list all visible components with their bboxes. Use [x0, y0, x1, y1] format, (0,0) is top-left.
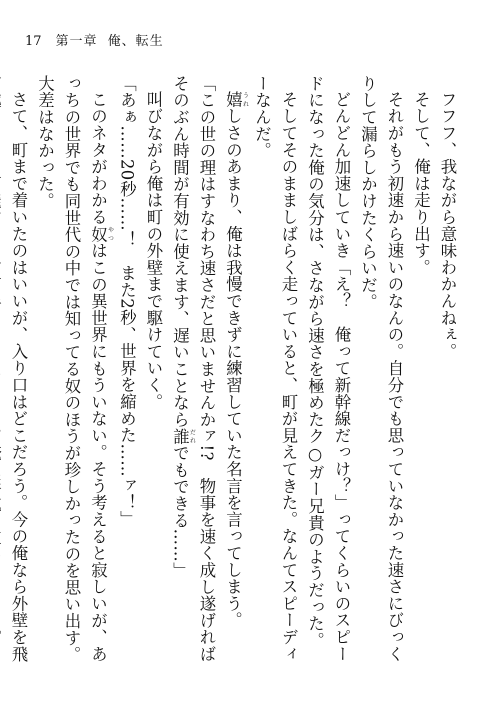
paragraph: それがもう初速から速いのなんの。自分でも思っていなかった速さにびっくりして漏らしかけたくらいだ。	[358, 75, 404, 663]
ruby-reading: やつ	[106, 225, 114, 243]
paragraph: このネタがわかる奴 やつはこの異世界にもういない。そう考えると寂しいが、あっちの世界でも同世代の中では知ってる奴のほうが珍しかったのを思い出す。大差はなかった。	[35, 75, 114, 663]
ruby-reading: だれ	[188, 427, 196, 445]
paragraph: さて、町まで着いたのはいいが、入り口はどこだろう。今の俺なら外壁を飛	[9, 91, 28, 663]
paragraph-with-ruby: 嬉 うれしさのあまり、俺は我慢できずに練習していた名言を言ってしまう。	[223, 91, 249, 630]
novel-body-text	[9, 75, 460, 675]
ruby-reading: うれ	[241, 91, 249, 109]
paragraph: フフフ、我ながら意味わかんねぇ。	[438, 91, 457, 361]
ruby-word: 嬉 うれ	[223, 91, 249, 109]
ruby-word: 誰 だれ	[170, 427, 196, 445]
chapter-label: 第一章	[55, 34, 98, 49]
paragraph: 「この世の理はすなわち速さだと思いませんかァ!? 物事を速く成し遂げればそのぶん時間が有効に使えます、遅いことなら誰 だれでもできる……」	[170, 75, 216, 663]
page-header	[25, 30, 164, 49]
paragraph: そしてそのまましばらく走っていると、町が見えてきた。なんてスピーディーなんだ。	[252, 75, 298, 663]
paragraph: どんどん加速していき「え？ 俺って新幹線だっけ？」ってくらいのスピードになった俺の気分は、さながら速さを極めたク○ガー兄貴のようだった。	[305, 75, 351, 663]
ruby-word: 奴 やつ	[88, 225, 114, 243]
paragraph: 叫びながら俺は町の外壁まで駆けていく。	[144, 91, 163, 411]
chapter-title: 俺、転生	[107, 34, 164, 49]
page-number: 17	[25, 34, 42, 49]
paragraph: そして、俺は走り出す。	[411, 91, 431, 277]
paragraph: 「あぁ……20秒……！ また2秒、世界を縮めた……ァ！」	[117, 75, 137, 528]
